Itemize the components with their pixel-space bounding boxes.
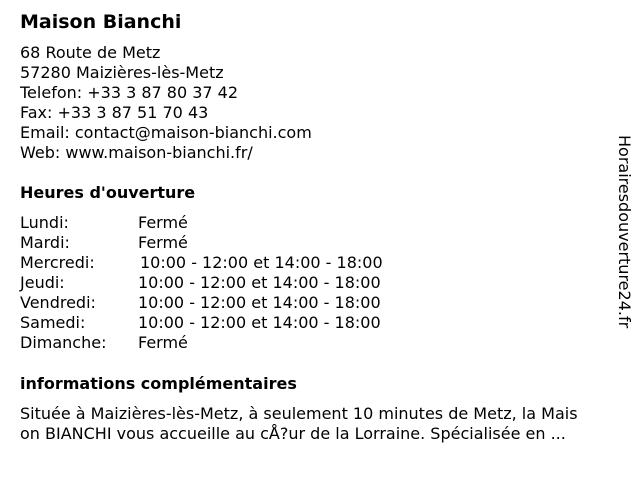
hours-row-monday — [20, 213, 440, 233]
address-line-2: 57280 Maizières-lès-Metz — [20, 63, 224, 82]
hours-day: Dimanche: — [20, 333, 107, 352]
hours-time: 10:00 - 12:00 et 14:00 - 18:00 — [138, 273, 381, 292]
info-heading: informations complémentaires — [20, 374, 297, 393]
hours-row-thursday — [20, 273, 440, 293]
hours-day: Samedi: — [20, 313, 86, 332]
address-line-1: 68 Route de Metz — [20, 43, 161, 62]
hours-row-friday — [20, 293, 440, 313]
info-line-1: Située à Maizières-lès-Metz, à seulement 10 minutes de Metz, la Mais — [20, 404, 578, 423]
fax-line: Fax: +33 3 87 51 70 43 — [20, 103, 209, 122]
phone-line: Telefon: +33 3 87 80 37 42 — [20, 83, 239, 102]
hours-time: Fermé — [138, 233, 188, 252]
web-line: Web: www.maison-bianchi.fr/ — [20, 143, 253, 162]
hours-row-saturday — [20, 313, 440, 333]
hours-day: Jeudi: — [20, 273, 65, 292]
hours-heading: Heures d'ouverture — [20, 183, 196, 202]
hours-table — [20, 213, 440, 353]
hours-day: Mardi: — [20, 233, 70, 252]
hours-time: 10:00 - 12:00 et 14:00 - 18:00 — [138, 293, 381, 312]
info-text — [20, 404, 630, 444]
hours-day: Mercredi: — [20, 253, 95, 272]
hours-row-sunday — [20, 333, 440, 353]
hours-day: Vendredi: — [20, 293, 96, 312]
hours-time: 10:00 - 12:00 et 14:00 - 18:00 — [138, 313, 381, 332]
hours-day: Lundi: — [20, 213, 69, 232]
hours-row-wednesday — [20, 253, 440, 273]
hours-time: 10:00 - 12:00 et 14:00 - 18:00 — [140, 253, 383, 272]
info-line-2: on BIANCHI vous accueille au cÅ?ur de la Lorraine. Spécialisée en ... — [20, 424, 566, 443]
contact-block — [20, 43, 312, 163]
site-watermark: Horairesdouverture24.fr — [615, 135, 634, 329]
hours-time: Fermé — [138, 213, 188, 232]
hours-row-tuesday — [20, 233, 440, 253]
business-name: Maison Bianchi — [20, 11, 182, 33]
hours-time: Fermé — [138, 333, 188, 352]
email-line: Email: contact@maison-bianchi.com — [20, 123, 312, 142]
